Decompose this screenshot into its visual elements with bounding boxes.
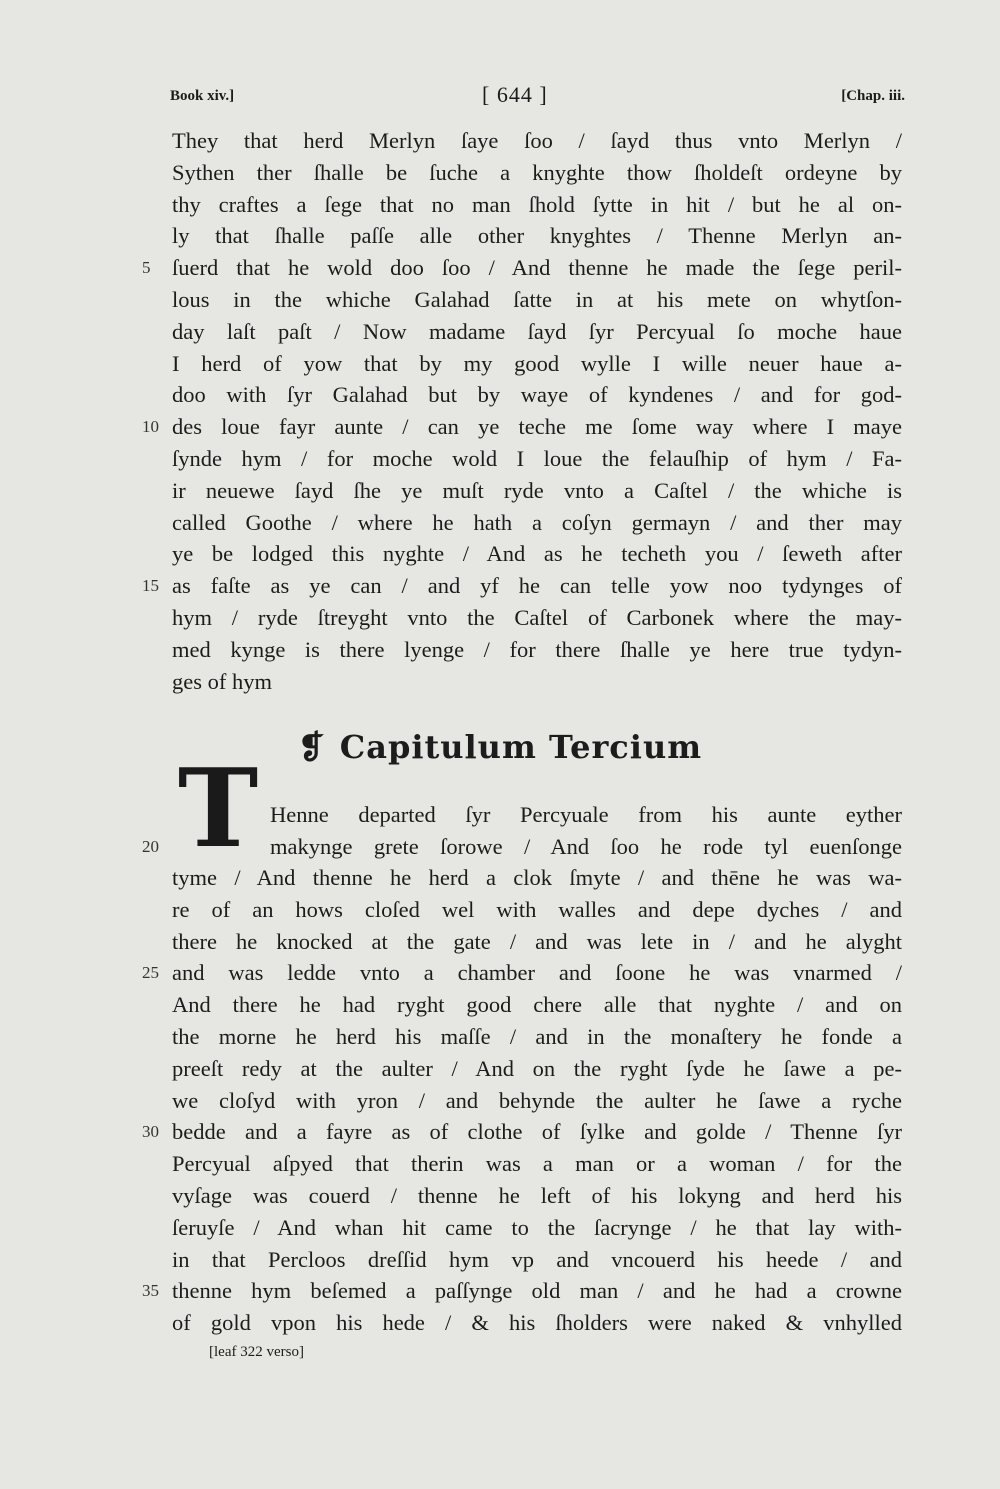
text-line: ſeruyſe / And whan hit came to the ſacrynge / he that lay with- [172,1214,902,1240]
text-line: called Goothe / where he hath a coſyn germayn / and ther may [172,509,902,535]
line-number: 15 [142,576,159,596]
text-line: ye be lodged this nyghte / And as he techeth you / ſeweth after [172,541,902,567]
text-line: the morne he herd his maſſe / and in the monaſtery he fonde a [172,1023,902,1049]
text-line: in that Percloos dreſſid hym vp and vncouerd his heede / and [172,1246,902,1272]
text-line: bedde and a fayre as of clothe of ſylke and golde / Thenne ſyr 30 [172,1116,902,1148]
line-number: 5 [142,258,151,278]
text-line: and was ledde vnto a chamber and ſoone he was vnarmed / 25 [172,957,902,989]
chapter-number: [Chap. iii. [841,88,905,104]
running-header [170,84,905,114]
text-line: tyme / And thenne he herd a clok ſmyte / and thēne he was wa- [172,865,902,890]
line-number: 20 [142,836,159,856]
text-line: there he knocked at the gate / and was lete in / and he alyght [172,928,902,954]
text-line: And there he had ryght good chere alle that nyghte / and on [172,992,902,1018]
text-line: lous in the whiche Galahad ſatte in at his mete on whytſon- [172,286,902,312]
pilcrow-icon: ❡ [297,728,326,766]
paragraph-two [142,862,902,1339]
text-line: ges of hym [172,668,272,694]
text-line: des loue fayr aunte / can ye teche me ſome way where I maye 10 [172,411,902,443]
text-line: Henne departed ſyr Percyuale from his aunte eyther [270,802,902,827]
line-number: 30 [142,1122,159,1142]
text-line: Sythen ther ſhalle be ſuche a knyghte thow ſholdeſt ordeyne by [172,159,902,185]
text-line: Percyual aſpyed that therin was a man or a woman / for the [172,1151,902,1177]
text-line: we cloſyd with yron / and behynde the aulter he ſawe a ryche [172,1087,902,1113]
text-line: hym / ryde ſtreyght vnto the Caſtel of Carbonek where the may- [172,604,902,630]
text-line: preeſt redy at the aulter / And on the ryght ſyde he ſawe a pe- [172,1055,902,1081]
book-number: Book xiv.] [170,88,235,104]
line-number: 25 [142,963,159,983]
text-line: med kynge is there lyenge / for there ſhalle ye here true tydyn- [172,636,902,662]
line-number: 35 [142,1281,159,1301]
text-line: ly that ſhalle paſſe alle other knyghtes / Thenne Merlyn an- [172,223,902,249]
text-line: ſynde hym / for moche wold I loue the felauſhip of hym / Fa- [172,445,902,471]
text-line: re of an hows cloſed wel with walles and depe dyches / and [172,896,902,922]
text-line: makynge grete ſorowe / And ſoo he rode tyl euenſonge 20 [270,831,902,863]
line-number: 10 [142,417,159,437]
drop-capital: T [177,746,259,872]
text-line: thy craftes a ſege that no man ſhold ſytte in hit / but he al on- [172,191,902,217]
text-line: ir neuewe ſayd ſhe ye muſt ryde vnto a Caſtel / the whiche is [172,477,902,503]
text-line: I herd of yow that by my good wylle I wille neuer haue a- [172,350,902,376]
paragraph-one [142,125,902,697]
text-line: day laſt paſt / Now madame ſayd ſyr Percyual ſo moche haue [172,318,902,344]
chapter-title: Capitulum Tercium [339,728,703,766]
text-line: ſuerd that he wold doo ſoo / And thenne he made the ſege peril- 5 [172,252,902,284]
text-line: of gold vpon his hede / & his ſholders were naked & vnhylled [172,1310,902,1336]
text-line: They that herd Merlyn ſaye ſoo / ſayd thus vnto Merlyn / [172,128,902,153]
text-line: doo with ſyr Galahad but by waye of kyndenes / and for god- [172,382,902,408]
paragraph-two-indented [142,799,902,863]
text-line: vyſage was couerd / thenne he left of his lokyng and herd his [172,1182,902,1208]
chapter-heading [0,728,1000,766]
leaf-note: [leaf 322 verso] [209,1344,304,1360]
text-line: thenne hym beſemed a paſſynge old man / and he had a crowne 35 [172,1275,902,1307]
page-number: [ 644 ] [482,82,548,107]
text-line: as faſte as ye can / and yf he can telle yow noo tydynges of 15 [172,570,902,602]
